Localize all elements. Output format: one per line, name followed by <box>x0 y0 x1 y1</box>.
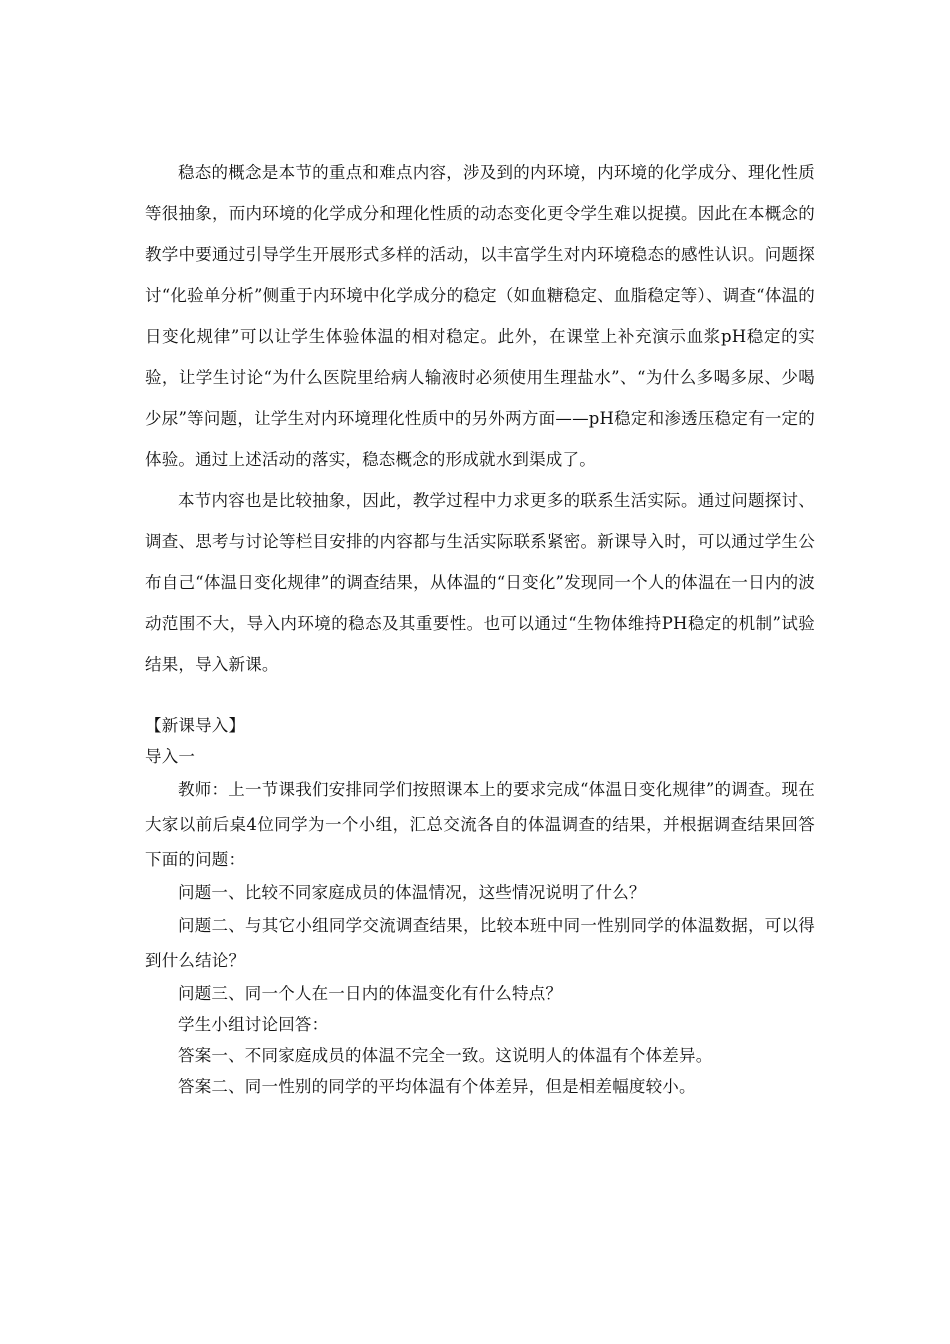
answer-2: 答案二、同一性别的同学的平均体温有个体差异，但是相差幅度较小。 <box>178 1077 696 1096</box>
teacher-paragraph: 教师：上一节课我们安排同学们按照课本上的要求完成“体温日变化规律”的调查。现在大家以前后桌4位同学为一个小组，汇总交流各自的体温调查的结果，并根据调查结果回答下面的问题： <box>145 780 815 869</box>
discussion-label: 学生小组讨论回答： <box>178 1015 329 1034</box>
section-heading: 【新课导入】 <box>145 716 246 735</box>
sub-heading: 导入一 <box>145 747 196 766</box>
intro-paragraph-1: 稳态的概念是本节的重点和难点内容，涉及到的内环境，内环境的化学成分、理化性质等很抽象，而内环境的化学成分和理化性质的动态变化更令学生难以捉摸。因此在本概念的教学中要通过引导学生开展形式多样的活动，以丰富学生对内环境稳态的感性认识。问题探讨“化验单分析”侧重于内环境中化学成分的稳定（如血糖稳定、血脂稳定等）、调查“体温的日变化规律”可以让学生体验体温的相对稳定。此外，在课堂上补充演示血浆pH稳定的实验，让学生讨论“为什么医院里给病人输液时必须使用生理盐水”、“为什么多喝多尿、少喝少尿”等问题，让学生对内环境理化性质中的另外两方面——pH稳定和渗透压稳定有一定的体验。通过上述活动的落实，稳态概念的形成就水到渠成了。 <box>145 163 815 469</box>
question-3: 问题三、同一个人在一日内的体温变化有什么特点？ <box>178 984 563 1003</box>
lesson-intro-section <box>145 710 815 1102</box>
question-2: 问题二、与其它小组同学交流调查结果，比较本班中同一性别同学的体温数据，可以得到什么结论？ <box>145 916 815 970</box>
intro-paragraph-2: 本节内容也是比较抽象，因此，教学过程中力求更多的联系生活实际。通过问题探讨、调查、思考与讨论等栏目安排的内容都与生活实际联系紧密。新课导入时，可以通过学生公布自己“体温日变化规律”的调查结果，从体温的“日变化”发现同一个人的体温在一日内的波动范围不大，导入内环境的稳态及其重要性。也可以通过“生物体维持PH稳定的机制”试验结果，导入新课。 <box>145 491 815 674</box>
answer-1: 答案一、不同家庭成员的体温不完全一致。这说明人的体温有个体差异。 <box>178 1046 713 1065</box>
question-1: 问题一、比较不同家庭成员的体温情况，这些情况说明了什么？ <box>178 883 646 902</box>
intro-section <box>145 152 815 685</box>
